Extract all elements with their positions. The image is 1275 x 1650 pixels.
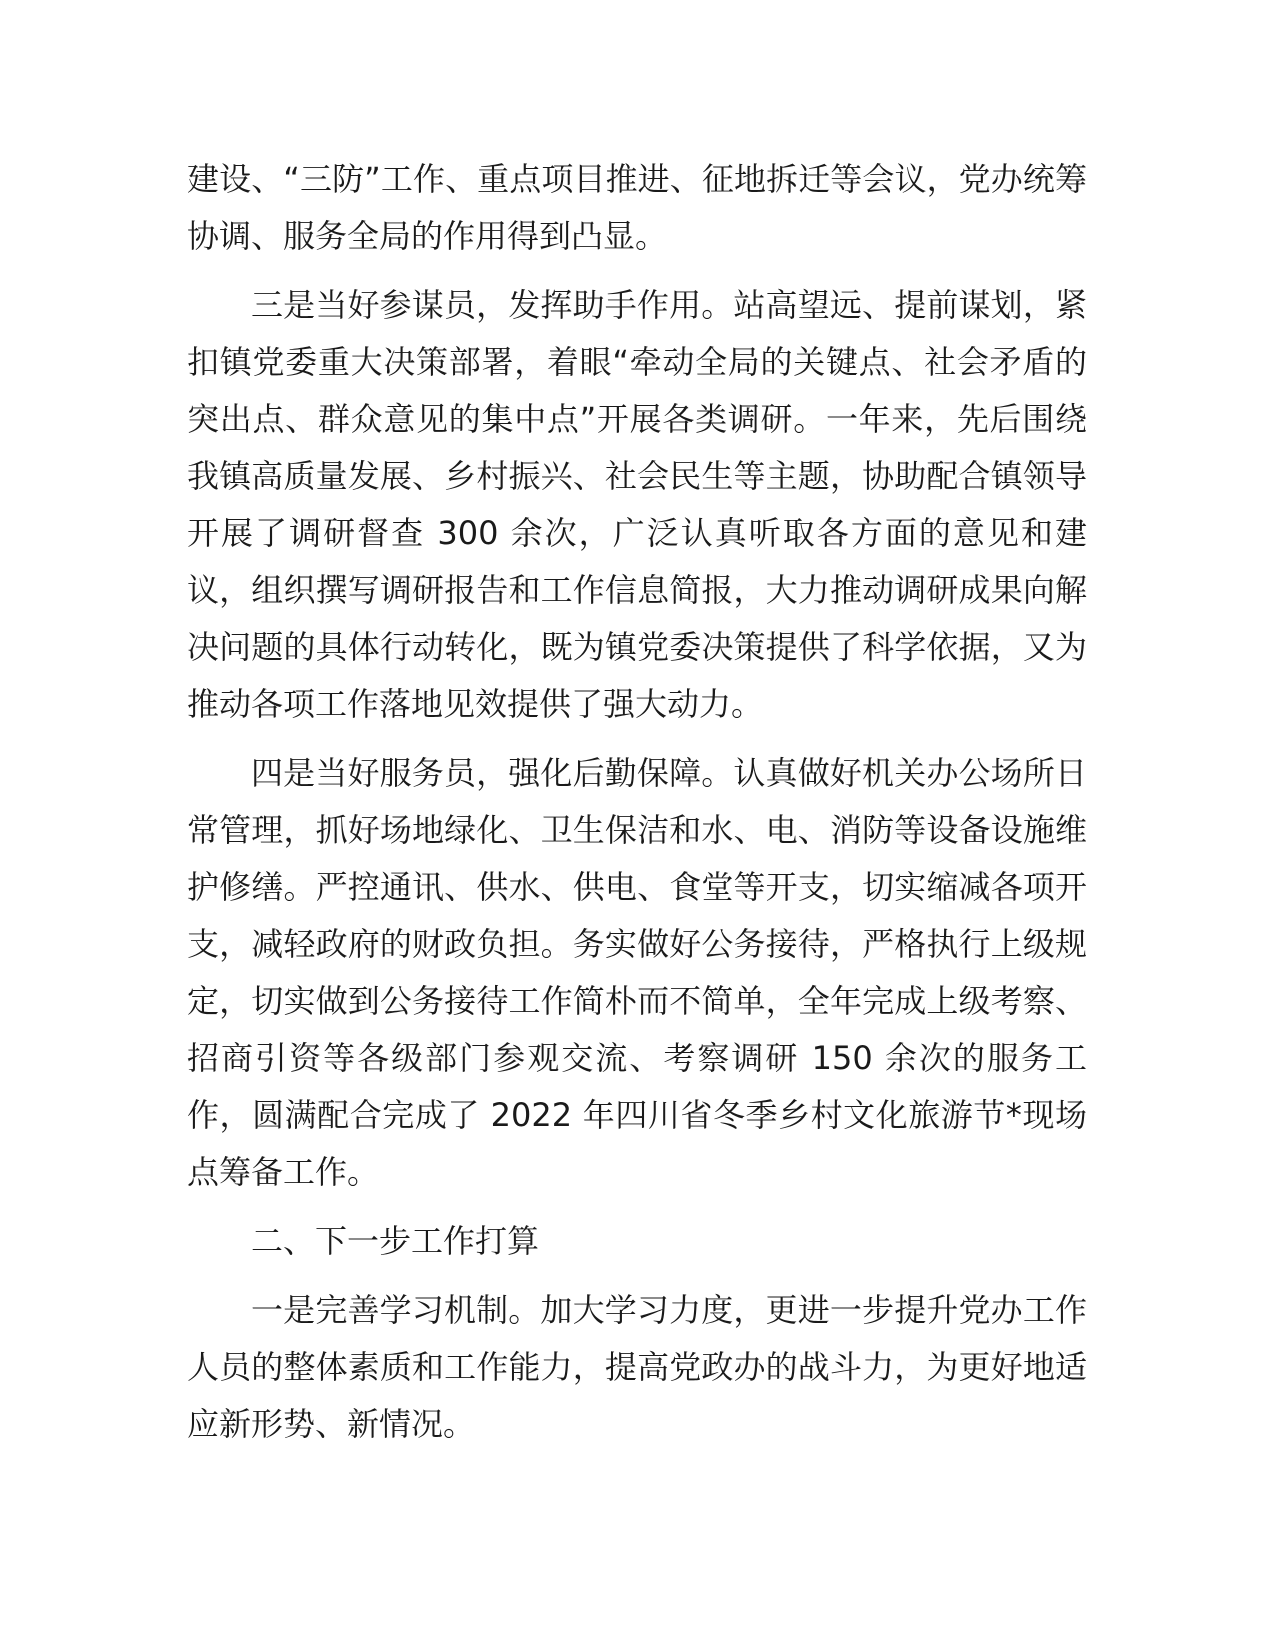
paragraph-advisor-role: 三是当好参谋员，发挥助手作用。站高望远、提前谋划，紧扣镇党委重大决策部署，着眼“牵动全局的关键点、社会矛盾的突出点、群众意见的集中点”开展各类调研。一年来，先后围绕我镇高质量发展、乡村振兴、社会民生等主题，协助配合镇领导开展了调研督查 300 余次，广泛认真听取各方面的意见和建议，组织撰写调研报告和工作信息简报，大力推动调研成果向解决问题的具体行动转化，既为镇党委决策提供了科学依据，又为推动各项工作落地见效提供了强大动力。 bbox=[187, 286, 1087, 723]
paragraph-learning-mechanism: 一是完善学习机制。加大学习力度，更进一步提升党办工作人员的整体素质和工作能力，提高党政办的战斗力，为更好地适应新形势、新情况。 bbox=[187, 1291, 1087, 1443]
document-page bbox=[187, 151, 1087, 1465]
section-heading-next-steps: 二、下一步工作打算 bbox=[251, 1222, 540, 1260]
paragraph-meeting-coordination: 建设、“三防”工作、重点项目推进、征地拆迁等会议，党办统筹协调、服务全局的作用得到凸显。 bbox=[187, 160, 1087, 255]
paragraph-service-role: 四是当好服务员，强化后勤保障。认真做好机关办公场所日常管理，抓好场地绿化、卫生保洁和水、电、消防等设备设施维护修缮。严控通讯、供水、供电、食堂等开支，切实缩减各项开支，减轻政府的财政负担。务实做好公务接待，严格执行上级规定，切实做到公务接待工作简朴而不简单，全年完成上级考察、招商引资等各级部门参观交流、考察调研 150 余次的服务工作，圆满配合完成了 2022 年四川省冬季乡村文化旅游节*现场点筹备工作。 bbox=[187, 754, 1087, 1191]
